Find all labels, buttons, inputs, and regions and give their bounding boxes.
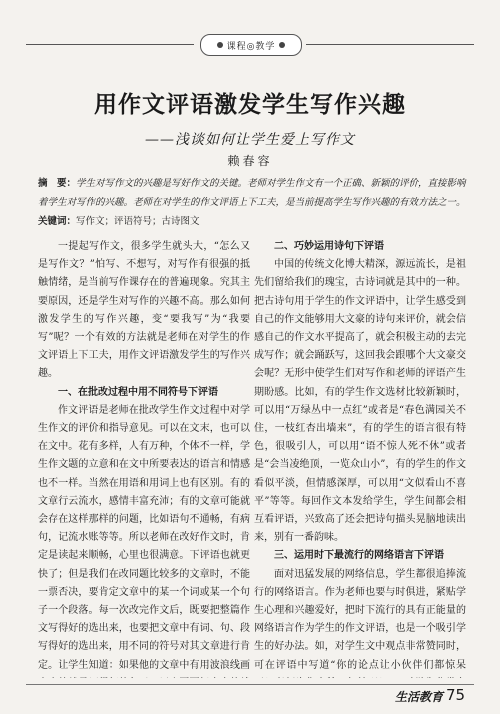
left-column <box>38 238 250 678</box>
bullet-icon <box>217 42 223 48</box>
article-subtitle: ——浅谈如何让学生爱上写作文 <box>145 132 355 148</box>
section-heading: 一、在批改过程中用不同符号下评语 <box>58 386 218 398</box>
bullet-icon <box>279 42 285 48</box>
keywords <box>38 213 466 231</box>
article-author: 赖春容 <box>227 154 273 168</box>
paragraph: 面对迅猛发展的网络信息，学生都很追捧流行的网络语言。作为老师也要与时俱进，紧贴学生心理和兴趣爱好，把时下流行的具有正能量的网络语言作为学生的作文评语，也是一个吸引学生的好办法。如，对学生文中观点非常赞同时，可在评语中写道“你的论点让小伙伴们都惊呆 <box>254 568 466 671</box>
abstract <box>38 174 466 212</box>
abstract-text: 学生对写作文的兴趣是写好作文的关键。老师对学生作文有一个正确、新颖的评价，直接影响着学生对写作的兴趣。老师在对学生的作文评语上下工夫，是当前提高学生写作兴趣的有效方法之一。 <box>38 178 466 208</box>
section-heading: 二、巧妙运用诗句下评语 <box>274 241 384 252</box>
abstract-label: 摘 要： <box>38 178 77 189</box>
header-rule-left <box>26 44 194 45</box>
section-heading: 三、运用时下最流行的网络语言下评语 <box>274 550 444 562</box>
header-rule-right <box>306 44 474 45</box>
keywords-text: 写作文；评语符号；古诗图文 <box>76 216 200 227</box>
column-tag-label: 课程◎教学 <box>226 41 276 52</box>
paragraph: 一提起写作文，很多学生就头大，“怎么又是写作文？”怕写、不想写，对写作有很强的抵触情绪，是当前写作课存在的普遍现象。究其主要原因，还是学生对写作的兴趣不高。那么如何激发学生的写作兴趣，变“要我写”为“我要写”呢？一个有效的方法就是老师在对学生的作文评语上下工夫，用作文评语激发学生的写作兴趣。 <box>38 241 250 380</box>
paragraph: 中国的传统文化博大精深，源远流长，是祖先们留给我们的瑰宝，古诗词就是其中的一种。把古诗句用于学生的作文评语中，让学生感受到自己的作文能够用大文豪的诗句来评价，就会信感自己的作文水平提高了，就会积极主动的去完成写作；就会踊跃写，这回我会跟哪个大文豪交会呢？无形中使学生们对写作和老师的评语产生期盼感。比如，有的学生作文选材比较新颖时，可以用“万绿丛中一点红”或者是“春色满园关不住，一枝红杏出墙来”，有的学生的语言很有特色，很吸引人，可以用“语不惊人死不休”或者是“会当凌绝顶，一览众山小”，有的学生的作文看似平淡，但情感深厚，可以用“文似看山不喜平”等等。每回作文本发给学生，学生间都会相互看评语，兴致高了还会把诗句描头晃脑地读出来，别有一番韵味。 <box>254 259 466 544</box>
keywords-label: 关键词： <box>38 216 77 227</box>
paragraph: 作文评语是老师在批改学生作文过程中对学生作文的评价和指导意见。可以在文末，也可以在文中。花有多样，人有万种，个体不一样，学生作文题的立意和在文中所要表达的语言和情感也不一样。当然在用语和用词上也有区别。有的文章行云流水，感情丰富充沛；有的文章可能就会存在这样那样的问题，比如语句不通畅，有病句，记流水账等等。所以老师在改好作文时，肯定是读起来顺畅，心里也很满意。下评语也就更快了；但是我们在改同题比较多的文章时，不能一票否决，要肯定文章中的某一个词或某一个句子一个段落。每一次改完作文后，既要把整篇作文写得好的选出来，也要把文章中有词、句、段写得好的选出来，用不同的符号对其文章进行肯定。让学生知道：如果他的文章中有用波浪线画 <box>38 404 250 671</box>
magazine-name: 生活教育 <box>395 690 444 704</box>
right-column <box>254 238 466 678</box>
page-number: 75 <box>446 686 466 704</box>
footer-rule <box>26 684 474 685</box>
article-title: 用作文评语激发学生写作兴趣 <box>94 92 406 118</box>
column-tag <box>200 34 302 56</box>
